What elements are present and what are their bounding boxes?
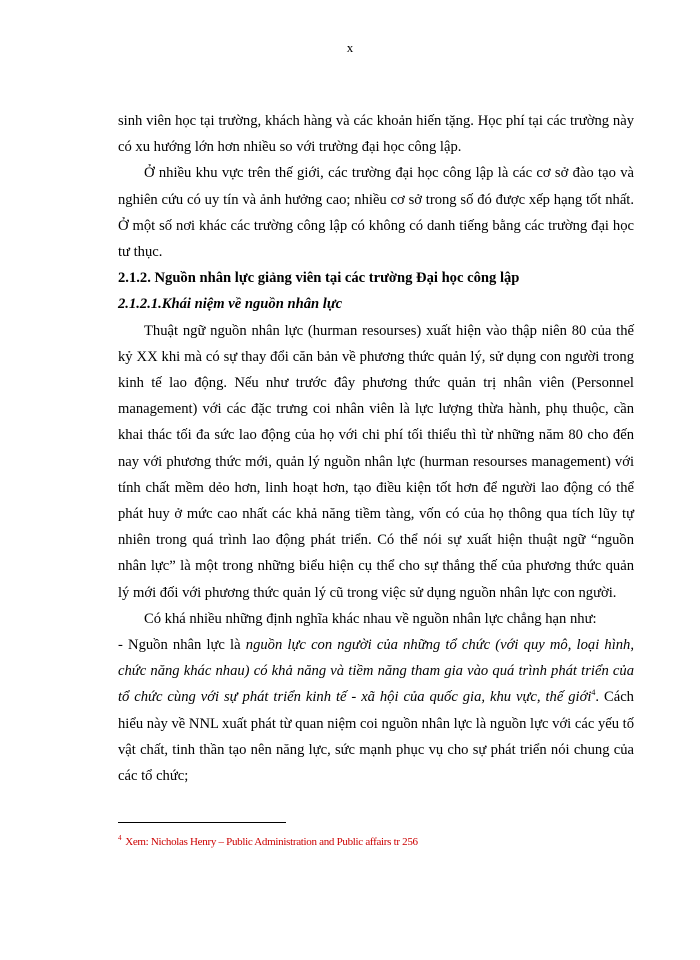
section-heading: 2.1.2. Nguồn nhân lực giảng viên tại các trường Đại học công lập: [118, 270, 520, 287]
document-body: [118, 108, 634, 789]
page-number: x: [346, 40, 354, 55]
definition-tail: . Cách hiểu này về NNL xuất phát từ quan niệm coi nguồn nhân lực là nguồn lực với các yếu tố vật chất, tinh thần tạo nên năng lực, sức mạnh phục vụ cho sự phát triển nói chung của các tổ chức;: [118, 689, 635, 785]
definition-lead: - Nguồn nhân lực là: [118, 637, 246, 654]
footnote-separator: [118, 822, 286, 823]
paragraph-tuition: sinh viên học tại trường, khách hàng và các khoản hiến tặng. Học phí tại các trường này có xu hướng lớn hơn nhiều so với trường đại học công lập.: [118, 113, 634, 156]
paragraph-public-universities: Ở nhiều khu vực trên thế giới, các trường đại học công lập là các cơ sở đào tạo và nghiên cứu có uy tín và ảnh hưởng cao; nhiều cơ sở trong số đó được xếp hạng tốt nhất. Ở một số nơi khác các trường công lập có không có danh tiếng bằng các trường đại học tư thục.: [118, 165, 634, 261]
footnote: [118, 836, 638, 848]
paragraph-definitions-intro: Có khá nhiều những định nghĩa khác nhau về nguồn nhân lực chẳng hạn như:: [144, 610, 597, 627]
paragraph-definition-1: [118, 632, 634, 789]
subsection-heading: 2.1.2.1.Khái niệm về nguồn nhân lực: [118, 296, 343, 313]
footnote-number: 4: [118, 834, 122, 843]
paragraph-hr-term: Thuật ngữ nguồn nhân lực (hurman resourses) xuất hiện vào thập niên 80 của thế kỷ XX khi mà có sự thay đổi căn bản về phương thức quản lý, sử dụng con người trong kinh tế lao động. Nếu như trước đây phương thức quản trị nhân viên (Personnel management) với các đặc trưng coi nhân viên là lực lượng thừa hành, phụ thuộc, cần khai thác tối đa sức lao động của họ với chi phí tối thiểu thì từ những năm 80 cho đến nay với phương thức mới, quản lý nguồn nhân lực (hurman resourses management) với tính chất mềm dẻo hơn, linh hoạt hơn, tạo điều kiện tốt hơn để người lao động có thể phát huy ở mức cao nhất các khả năng tiềm tàng, vốn có của họ thông qua tích lũy tự nhiên trong quá trình lao động phát triển. Có thể nói sự xuất hiện thuật ngữ “nguồn nhân lực” là một trong những biểu hiện cụ thể cho sự thắng thế của phương thức quản lý mới đối với phương thức quản lý cũ trong việc sử dụng nguồn nhân lực con người.: [118, 322, 634, 601]
footnote-ref[interactable]: 4: [591, 688, 596, 698]
footnote-text: Xem: Nicholas Henry – Public Administration and Public affairs tr 256: [125, 836, 418, 848]
definition-italic: nguồn lực con người của những tổ chức (với quy mô, loại hình, chức năng khác nhau) có khả năng và tiềm năng tham gia vào quá trình phát triển của tổ chức cùng với sự phát triển kinh tế - xã hội của quốc gia, khu vực, thế giới: [118, 637, 635, 706]
